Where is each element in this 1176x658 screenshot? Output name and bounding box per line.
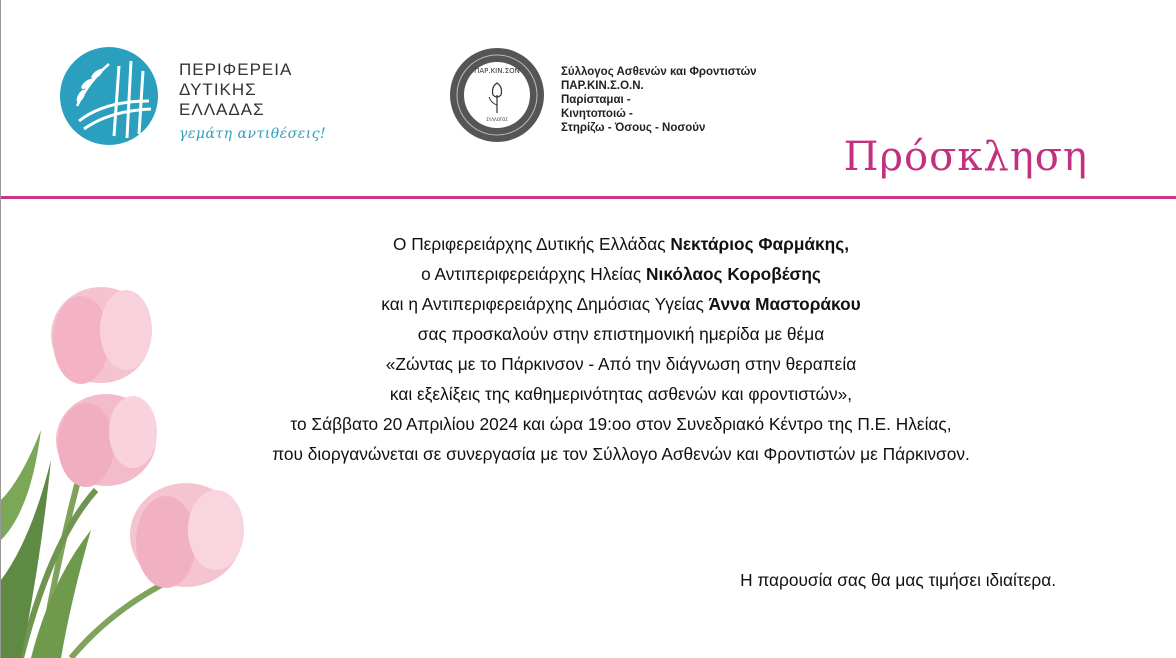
association-line-1: Σύλλογος Ασθενών και Φροντιστών [561, 66, 757, 78]
body-line-7: το Σάββατο 20 Απριλίου 2024 και ώρα 19:οο στον Συνεδριακό Κέντρο της Π.Ε. Ηλείας, [290, 414, 952, 434]
invitation-title: Πρόσκληση [843, 134, 1088, 180]
region-line-2: ΔΥΤΙΚΗΣ [179, 80, 257, 99]
deputy-health-intro: και η Αντιπεριφερειάρχης Δημόσιας Υγείας [381, 294, 709, 314]
governor-name: Νεκτάριος Φαρμάκης, [670, 234, 850, 254]
association-seal-logo [449, 47, 545, 143]
region-name [179, 60, 326, 142]
deputy-health-name: Άννα Μαστοράκου [708, 294, 861, 314]
tulip-top [51, 287, 152, 384]
association-line-2: ΠΑΡ.ΚΙΝ.Σ.Ο.Ν. [561, 80, 644, 92]
association-line-5: Στηρίζω - Όσους - Νοσούν [561, 122, 706, 134]
body-line-8: που διοργανώνεται σε συνεργασία με τον Σύλλογο Ασθενών και Φροντιστών με Πάρκινσον. [272, 444, 970, 464]
svg-text:ΣΥΛΛΟΓΟΣ: ΣΥΛΛΟΓΟΣ [486, 117, 508, 122]
tulip-bottom [130, 483, 244, 588]
body-line-6: και εξελίξεις της καθημερινότητας ασθενών και φροντιστών», [389, 384, 853, 404]
svg-text:ΠΑΡ.ΚΙΝ.ΣΟΝ: ΠΑΡ.ΚΙΝ.ΣΟΝ [474, 67, 520, 75]
body-line-4: σας προσκαλούν στην επιστημονική ημερίδα με θέμα [417, 324, 825, 344]
association-name [561, 65, 757, 135]
deputy-ilia-intro: ο Αντιπεριφερειάρχης Ηλείας [421, 264, 647, 284]
tulip-middle [56, 394, 157, 487]
closing-line: Η παρουσία σας θα μας τιμήσει ιδιαίτερα. [740, 570, 1056, 590]
region-logo [59, 46, 159, 146]
region-line-1: ΠΕΡΙΦΕΡΕΙΑ [179, 60, 293, 79]
governor-intro: Ο Περιφερειάρχης Δυτικής Ελλάδας [392, 234, 671, 254]
region-line-3: ΕΛΛΑΔΑΣ [179, 100, 265, 119]
body-line-2 [161, 259, 1081, 289]
region-slogan: γεμάτη αντιθέσεις! [179, 126, 327, 142]
body-line-3 [161, 289, 1081, 319]
association-line-4: Κινητοποιώ - [561, 108, 633, 120]
association-line-3: Παρίσταμαι - [561, 94, 631, 106]
body-line-1 [161, 229, 1081, 259]
header-divider [1, 196, 1176, 199]
body-line-5: «Ζώντας με το Πάρκινσον - Από την διάγνωση στην θεραπεία [385, 354, 857, 374]
deputy-ilia-name: Νικόλαος Κοροβέσης [646, 264, 821, 284]
invitation-body [161, 229, 1081, 469]
